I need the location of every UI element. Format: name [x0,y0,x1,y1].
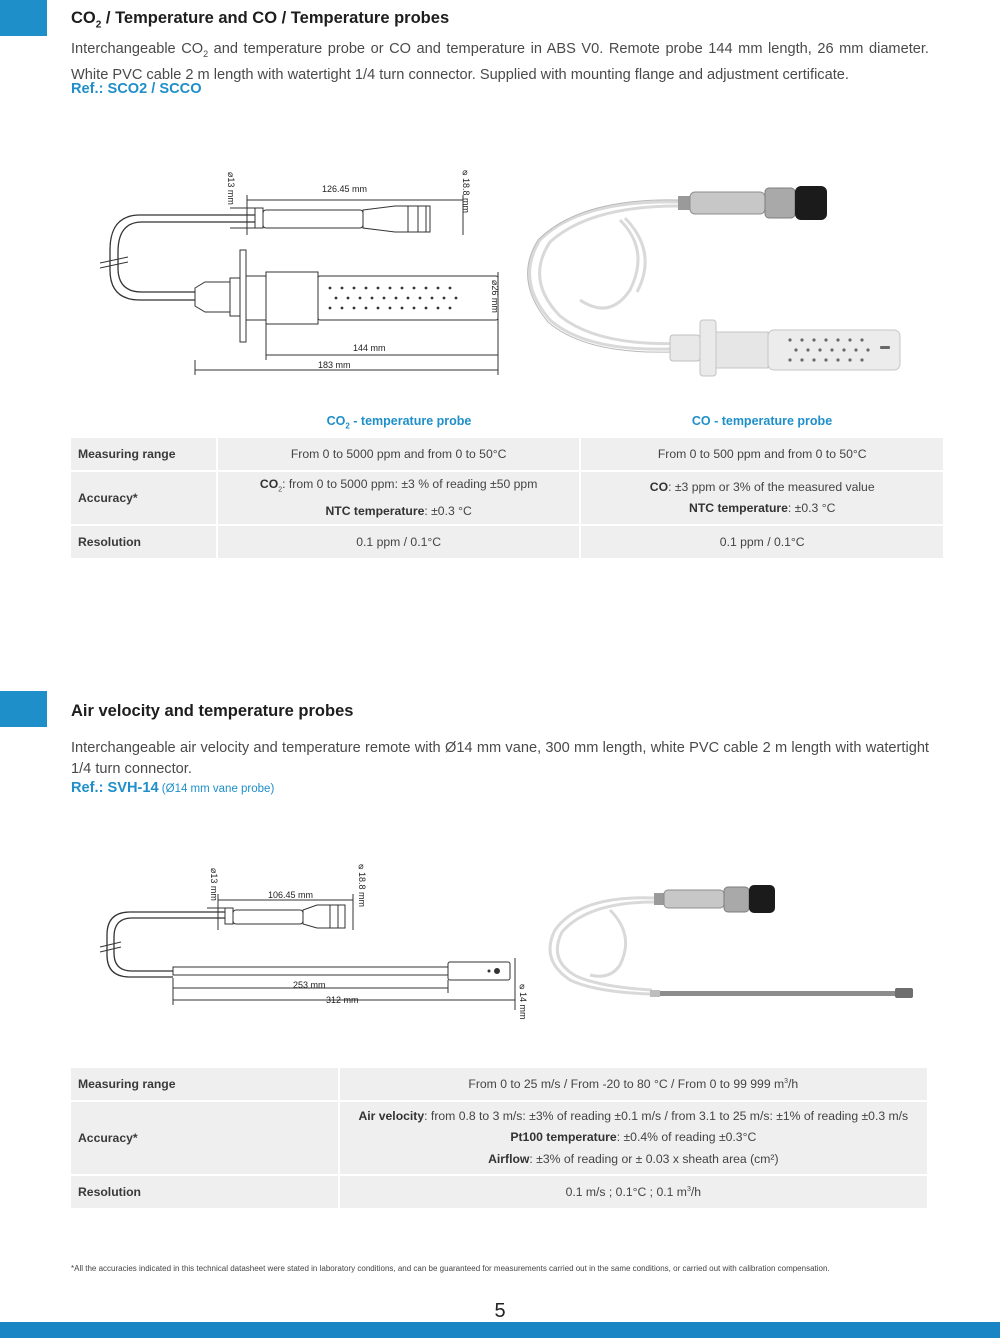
table-row [71,526,943,558]
dim-label-d18-8-text: ⌀18.8 mm [461,168,471,214]
cell-range-co2: From 0 to 5000 ppm and from 0 to 50°C [218,438,580,470]
cell-resolution-co2: 0.1 ppm / 0.1°C [218,526,580,558]
section-tab-marker [0,0,47,36]
co2-probe-photo [520,180,910,390]
table-row [71,472,943,524]
cell-range: From 0 to 25 m/s / From -20 to 80 °C / From 0 to 99 999 $m^3/h$ [340,1068,927,1100]
table-row [71,1102,927,1174]
dim-label-d26: ⌀26 mm [490,280,500,313]
air-velocity-probe-photo [540,880,920,1010]
section-description: Interchangeable $CO_2$ and temperature probe or CO and temperature in ABS V0. Remote probe 144 mm length, 26 mm diameter. White PVC cable 2 m length with watertight 1/4 turn connector. Supplied with mounting flange and adjustment certificate. [71,41,929,83]
table-row [71,1176,927,1208]
section-tab-marker [0,691,47,727]
column-header-co: CO - temperature probe [691,414,833,428]
spec-table-co2-co [69,436,945,560]
cell-resolution-co: 0.1 ppm / 0.1°C [581,526,943,558]
row-label-accuracy: Accuracy* [71,472,216,524]
row-label-measuring-range: Measuring range [71,438,216,470]
dim-label-183: 183 mm [318,360,351,370]
dim-label-126-45: 126.45 mm [322,184,368,194]
dim-label-106-45: 106.45 mm [268,890,314,900]
dim-label-144: 144 mm [353,343,386,353]
page-number: 5 [494,1300,506,1322]
cell-accuracy-co: CO: ±3 ppm or 3% of the measured value NTC temperature: ±0.3 °C [581,472,943,524]
table-row [71,1068,927,1100]
table-row [71,438,943,470]
section-description: Interchangeable air velocity and temperature remote with Ø14 mm vane, 300 mm length, white PVC cable 2 m length with watertight 1/4 turn connector. [71,740,929,777]
dim-label-253: 253 mm [293,980,326,990]
dim-label-312: 312 mm [326,995,359,1005]
cell-accuracy: Air velocity: from 0.8 to 3 m/s: ±3% of reading ±0.1 m/s / from 3.1 to 25 m/s: ±1% of reading ±0.3 m/s Pt100 temperature: ±0.4% of reading ±0.3°C Airflow: ±3% of reading or ± 0.03 x sheath area (cm²) [340,1102,927,1174]
footnote: *All the accuracies indicated in this technical datasheet were stated in laboratory conditions, and can be guaranteed for measurements carried out in the same conditions, or carried out with calibration compensation. [71,1264,830,1273]
row-label-accuracy: Accuracy* [71,1102,338,1174]
cell-accuracy-co2: $CO_2$: from 0 to 5000 ppm: ±3 % of reading ±50 ppm NTC temperature: ±0.3 °C [218,472,580,524]
column-header-co2: $CO_2$ - temperature probe [326,414,472,431]
product-reference: Ref.: SCO2 / SCCO [71,81,202,97]
cell-range-co: From 0 to 500 ppm and from 0 to 50°C [581,438,943,470]
dim-label-d13: ⌀13 mm [226,172,236,205]
co2-probe-technical-drawing [90,160,510,380]
section-title-air-velocity: Air velocity and temperature probes [71,702,354,720]
product-reference: Ref.: SVH-14 (Ø14 mm vane probe) [71,780,275,796]
dim-label-d14-text: ⌀14 mm [518,982,528,1020]
spec-table-air-velocity [69,1066,929,1210]
bottom-bar [0,1322,1000,1338]
dim-label-d18-8-text: ⌀18.8 mm [357,862,367,908]
row-label-resolution: Resolution [71,526,216,558]
row-label-measuring-range: Measuring range [71,1068,338,1100]
cell-resolution: 0.1 m/s ; 0.1°C ; 0.1 $m^3/h$ [340,1176,927,1208]
dim-label-d13: ⌀13 mm [209,868,219,901]
row-label-resolution: Resolution [71,1176,338,1208]
section-title-co2-co: $CO_2$ / Temperature and CO / Temperature probes [71,9,450,31]
air-velocity-probe-technical-drawing [95,860,535,1025]
